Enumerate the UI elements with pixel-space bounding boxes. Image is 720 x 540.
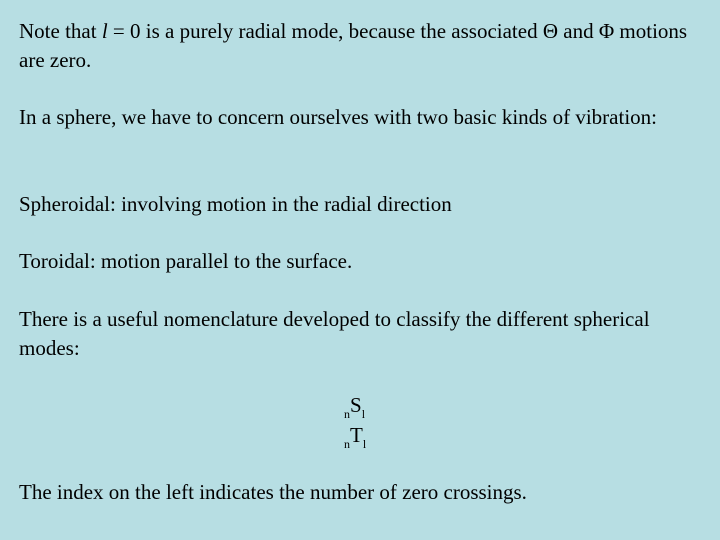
paragraph-nomenclature: There is a useful nomenclature developed to classify the different spherical modes: (19, 307, 650, 360)
mode-t-letter: T (350, 423, 363, 447)
p1-text-before: Note that (19, 19, 102, 43)
mode-s-letter: S (350, 393, 362, 417)
variable-l: l (101, 19, 108, 43)
mode-t-right-index: l (362, 437, 367, 451)
paragraph-toroidal: Toroidal: motion parallel to the surface. (19, 249, 353, 273)
mode-s-right-index: l (361, 407, 366, 421)
mode-t-left-index: n (344, 437, 350, 451)
p1-text-after: = 0 is a purely radial mode, because the associated Θ and Φ motions are zero. (19, 19, 688, 72)
paragraph-radial-mode (19, 17, 709, 75)
paragraph-vibration-kinds: In a sphere, we have to concern ourselves with two basic kinds of vibration: (19, 105, 657, 129)
paragraph-index-meaning: The index on the left indicates the number of zero crossings. (19, 480, 527, 504)
mode-s-left-index: n (344, 407, 350, 421)
mode-notation-toroidal (344, 424, 366, 449)
mode-notation-spheroidal (344, 394, 365, 419)
paragraph-spheroidal: Spheroidal: involving motion in the radial direction (19, 192, 452, 216)
